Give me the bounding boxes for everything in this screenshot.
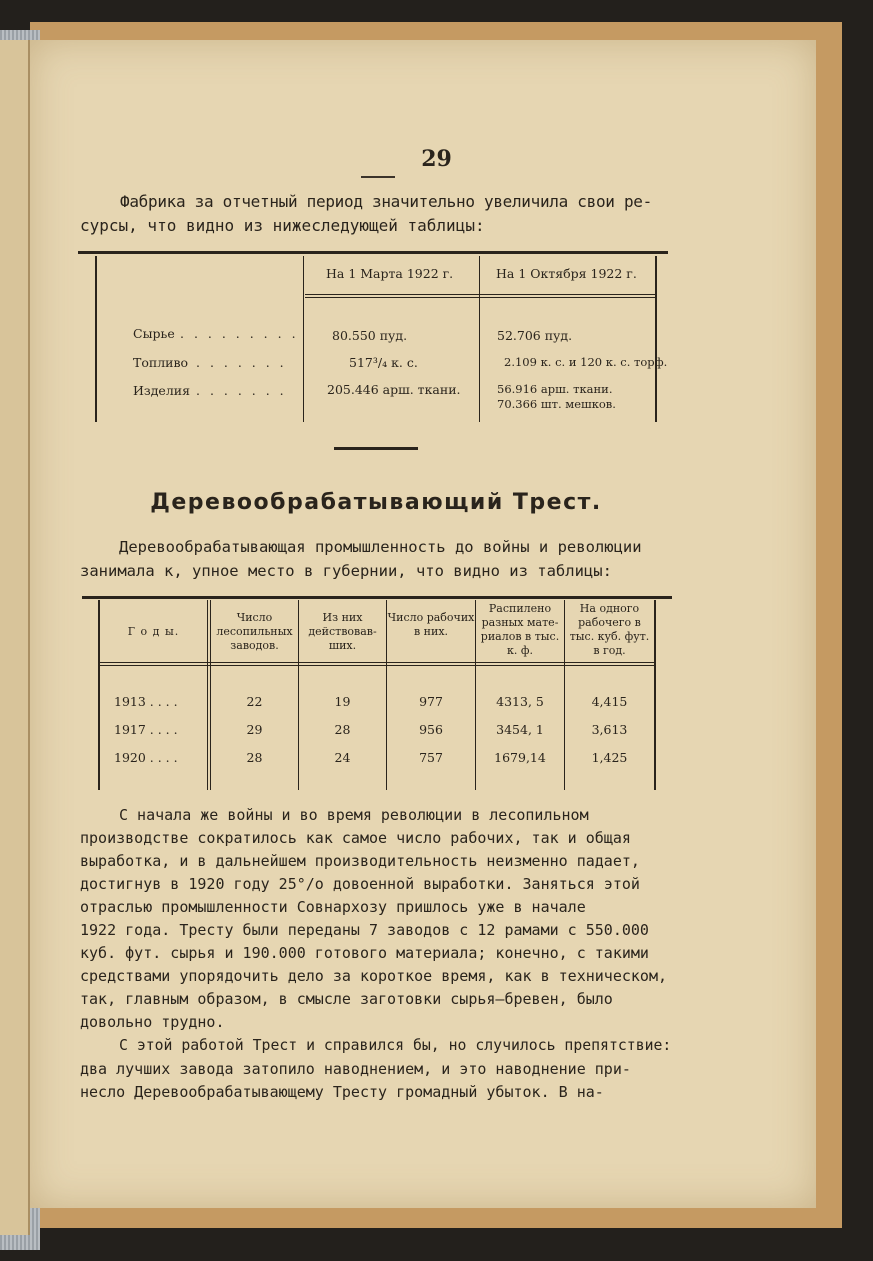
cell-sawn: 3454, 1 bbox=[496, 722, 544, 737]
body-line: производстве сократилось как самое число рабочих, так и общая bbox=[80, 829, 631, 847]
table-top-rule bbox=[82, 596, 672, 599]
body-line: довольно трудно. bbox=[80, 1013, 225, 1031]
cell-mills: 22 bbox=[246, 694, 263, 709]
column-header: Г о д ы. bbox=[127, 625, 180, 638]
table-right-border bbox=[655, 256, 657, 422]
cell-mills: 28 bbox=[246, 750, 263, 765]
intro-line: сурсы, что видно из нижеследующей таблицы: bbox=[80, 216, 485, 235]
row-label: Сырье bbox=[133, 326, 175, 341]
cell-year: 1913 . . . . bbox=[114, 694, 178, 709]
cell-year: 1920 . . . . bbox=[114, 750, 178, 765]
cell-october: 56.916 арш. ткани. bbox=[497, 382, 613, 396]
cell-workers: 977 bbox=[419, 694, 443, 709]
cell-per-worker: 1,425 bbox=[591, 750, 628, 765]
cell-active: 19 bbox=[334, 694, 351, 709]
cell-workers: 757 bbox=[419, 750, 443, 765]
table-right-border bbox=[654, 600, 656, 790]
leader-dots: . . . . . . . bbox=[196, 383, 287, 398]
cell-october: 70.366 шт. мешков. bbox=[497, 397, 616, 411]
section-divider bbox=[334, 447, 418, 450]
cell-march: 205.446 арш. ткани. bbox=[327, 382, 461, 397]
section-title: Деревообрабатывающий Трест. bbox=[150, 490, 602, 515]
page-number: 29 bbox=[421, 146, 452, 172]
row-label: Топливо bbox=[133, 355, 189, 370]
cell-active: 24 bbox=[334, 750, 351, 765]
body-line: достигнув в 1920 году 25°/о довоенной выработки. Заняться этой bbox=[80, 875, 640, 893]
cell-per-worker: 4,415 bbox=[591, 694, 628, 709]
cell-per-worker: 3,613 bbox=[591, 722, 628, 737]
lead-line: занимала к, упное место в губернии, что видно из таблицы: bbox=[80, 562, 612, 580]
body-line: несло Деревообрабатывающему Тресту громадный убыток. В на- bbox=[80, 1083, 604, 1101]
body-line: средствами упорядочить дело за короткое время, как в техническом, bbox=[80, 967, 667, 985]
table-column-divider bbox=[303, 256, 304, 422]
cell-sawn: 1679,14 bbox=[494, 750, 546, 765]
column-header: Из них действовав-ших. bbox=[308, 611, 377, 652]
header-rule bbox=[100, 665, 654, 666]
header-rule bbox=[305, 294, 655, 295]
table-top-rule bbox=[78, 251, 668, 254]
cell-workers: 956 bbox=[419, 722, 443, 737]
header-rule bbox=[305, 297, 655, 298]
body-line: куб. фут. сырья и 190.000 готового материала; конечно, с такими bbox=[80, 944, 649, 962]
body-line: С этой работой Трест и справился бы, но случилось препятствие: bbox=[119, 1037, 672, 1054]
column-header: Число лесопильных заводов. bbox=[216, 611, 293, 652]
table-column-divider bbox=[479, 256, 480, 422]
body-line: отраслью промышленности Совнархозу пришлось уже в начале bbox=[80, 898, 586, 916]
header-rule bbox=[100, 662, 654, 663]
cell-march: 80.550 пуд. bbox=[332, 328, 408, 343]
cell-active: 28 bbox=[334, 722, 351, 737]
cell-year: 1917 . . . . bbox=[114, 722, 178, 737]
column-header: Распилено разных мате-риалов в тыс. к. ф. bbox=[480, 602, 560, 657]
lead-line: Деревообрабатывающая промышленность до войны и революции bbox=[119, 538, 642, 556]
column-header: На одного рабочего в тыс. куб. фут. в год. bbox=[569, 602, 650, 657]
column-header: На 1 Марта 1922 г. bbox=[326, 266, 454, 281]
body-line: С начала же войны и во время революции в лесопильном bbox=[119, 806, 589, 824]
column-header: На 1 Октября 1922 г. bbox=[496, 266, 637, 281]
table-column-divider bbox=[207, 600, 208, 790]
body-line: так, главным образом, в смысле заготовки сырья—бревен, было bbox=[80, 990, 613, 1008]
body-line: выработка, и в дальнейшем производительность неизменно падает, bbox=[80, 852, 640, 870]
cell-october: 2.109 к. с. и 120 к. с. торф. bbox=[504, 355, 668, 369]
cell-mills: 29 bbox=[246, 722, 263, 737]
body-line: 1922 года. Тресту были переданы 7 заводов с 12 рамами с 550.000 bbox=[80, 921, 649, 939]
cell-sawn: 4313, 5 bbox=[496, 694, 544, 709]
row-label: Изделия bbox=[133, 383, 190, 398]
page-number-rule bbox=[361, 176, 395, 178]
column-header: Число рабочих в них. bbox=[387, 611, 475, 638]
left-page-edge bbox=[0, 40, 30, 1235]
leader-dots: . . . . . . . bbox=[196, 355, 287, 370]
leader-dots: . . . . . . . . . bbox=[180, 326, 299, 341]
body-line: два лучших завода затопило наводнением, и это наводнение при- bbox=[80, 1060, 631, 1078]
table-left-border bbox=[95, 256, 97, 422]
cell-october: 52.706 пуд. bbox=[497, 328, 573, 343]
cell-march: 517³/₄ к. с. bbox=[349, 355, 418, 370]
intro-line: Фабрика за отчетный период значительно увеличила свои ре- bbox=[120, 192, 652, 211]
